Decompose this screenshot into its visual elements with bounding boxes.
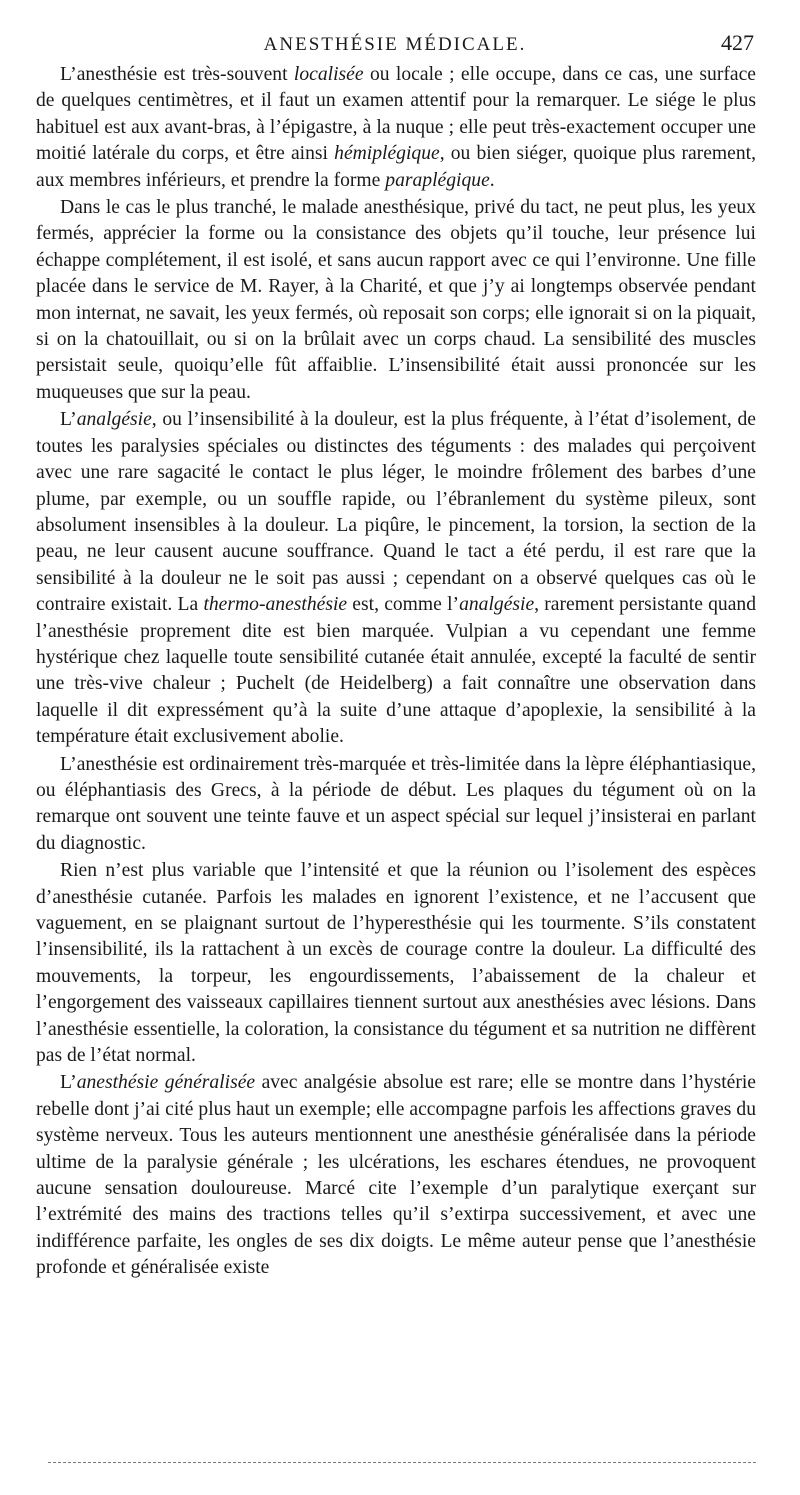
paragraph bbox=[36, 752, 756, 858]
text-run: , ou bien siéger, quoique plus rarement, aux membres inférieurs, et prendre la forme bbox=[36, 143, 756, 191]
paragraph bbox=[36, 195, 756, 406]
italic-term: anesthésie généralisée bbox=[76, 1072, 256, 1094]
paragraph bbox=[36, 858, 756, 1069]
text-run: ou locale ; elle occupe, dans ce cas, une surface de quelques centimètres, et il faut un examen attentif pour la remarquer. Le siége le plus habituel est aux avant-bras, à l’épigastre, à la nuque ; elle peut très-exactement occuper une moitié latérale du corps, et être ainsi bbox=[36, 64, 756, 165]
text-run: . bbox=[489, 169, 495, 191]
running-head bbox=[36, 30, 754, 62]
paragraph bbox=[36, 1070, 756, 1281]
text-run: Rien n’est plus variable que l’intensité et que la réunion ou l’isolement des espèces d’anesthésie cutanée. Parfois les malades en ignorent l’existence, et ne l’accusent que vaguement, en se plaignant surtout de l’hyperesthésie qui les tourmente. S’ils constatent l’insensibilité, ils la rattachent à un excès de courage contre la douleur. La difficulté des mouvements, la torpeur, les engourdissements, l’abaissement de la chaleur et l’engorgement des vaisseaux capillaires tiennent surtout aux anesthésies avec lésions. Dans l’anesthésie essentielle, la coloration, la consistance du tégument et sa nutrition ne diffèrent pas de l’état normal. bbox=[36, 860, 756, 1067]
text-run: , ou l’insensibilité à la douleur, est la plus fréquente, à l’état d’isolement, de toutes les paralysies spéciales ou distinctes des téguments : des malades qui perçoivent avec une rare sagacité le contact le plus léger, le moindre frôlement des barbes d’une plume, par exemple, ou un souffle rapide, ou l’ébranlement du système pileux, sont absolument insensibles à la douleur. La piqûre, le pincement, la torsion, la section de la peau, ne leur causent aucune souffrance. Quand le tact a été perdu, il est rare que la sensibilité à la douleur ne le soit pas aussi ; cependant on a observé quelques cas où le contraire existait. La bbox=[36, 409, 756, 616]
text-run: L’ bbox=[60, 409, 77, 431]
text-run: est, comme l’ bbox=[347, 594, 460, 616]
italic-term: thermo-anesthésie bbox=[203, 594, 348, 616]
paragraph bbox=[36, 407, 756, 750]
footer-rule bbox=[48, 1462, 756, 1463]
italic-term: hémiplégique bbox=[334, 143, 440, 165]
italic-term: analgésie bbox=[76, 409, 152, 431]
italic-term: paraplégique bbox=[385, 169, 490, 191]
text-run: , rarement persistante quand l’anesthésie proprement dite est bien marquée. Vulpian a vu cependant une femme hystérique chez laquelle toute sensibilité cutanée était annulée, excepté la faculté de sentir une très-vive chaleur ; Puchelt (de Heidelberg) a fait connaître une observation dans laquelle il dit expressément qu’à la suite d’une attaque d’apoplexie, la sensibilité à la température était exclusivement abolie. bbox=[36, 594, 757, 748]
text-run: L’anesthésie est ordinairement très-marquée et très-limitée dans la lèpre éléphantiasique, ou éléphantiasis des Grecs, à la période de début. Les plaques du tégument où on la remarque ont souvent une teinte fauve et un aspect spécial sur lequel j’insisterai en parlant du diagnostic. bbox=[36, 753, 756, 854]
paragraph bbox=[36, 62, 756, 194]
page-number: 427 bbox=[721, 30, 754, 55]
body-text bbox=[36, 62, 756, 1282]
running-title: ANESTHÉSIE MÉDICALE. bbox=[263, 34, 527, 55]
text-run: L’ bbox=[60, 1072, 77, 1094]
text-run: avec analgésie absolue est rare; elle se montre dans l’hystérie rebelle dont j’ai cité plus haut un exemple; elle accompagne parfois les affections graves du système nerveux. Tous les auteurs mentionnent une anesthésie généralisée dans la période ultime de la paralysie générale ; les ulcérations, les eschares étendues, ne provoquent aucune sensation douloureuse. Marcé cite l’exemple d’un paralytique exerçant sur l’extrémité des mains des tractions telles qu’il s’extirpa successivement, et avec une indifférence parfaite, les ongles de ses dix doigts. Le même auteur pense que l’anesthésie profonde et généralisée existe bbox=[36, 1072, 757, 1279]
text-run: Dans le cas le plus tranché, le malade anesthésique, privé du tact, ne peut plus, les yeux fermés, apprécier la forme ou la consistance des objets qu’il touche, leur présence lui échappe complétement, il est isolé, et sans aucun rapport avec ce qui l’environne. Une fille placée dans le service de M. Rayer, à la Charité, et que j’y ai longtemps observée pendant mon internat, ne savait, les yeux fermés, où reposait son corps; elle ignorait si on la piquait, si on la chatouillait, ou si on la brûlait avec un corps chaud. La sensibilité des muscles persistait seule, quoiqu’elle fût affaiblie. L’insensibilité était aussi prononcée sur les muqueuses que sur la peau. bbox=[36, 197, 756, 403]
italic-term: analgésie bbox=[459, 594, 535, 616]
italic-term: localisée bbox=[293, 64, 364, 85]
text-run: L’anesthésie est très-souvent bbox=[60, 64, 294, 85]
